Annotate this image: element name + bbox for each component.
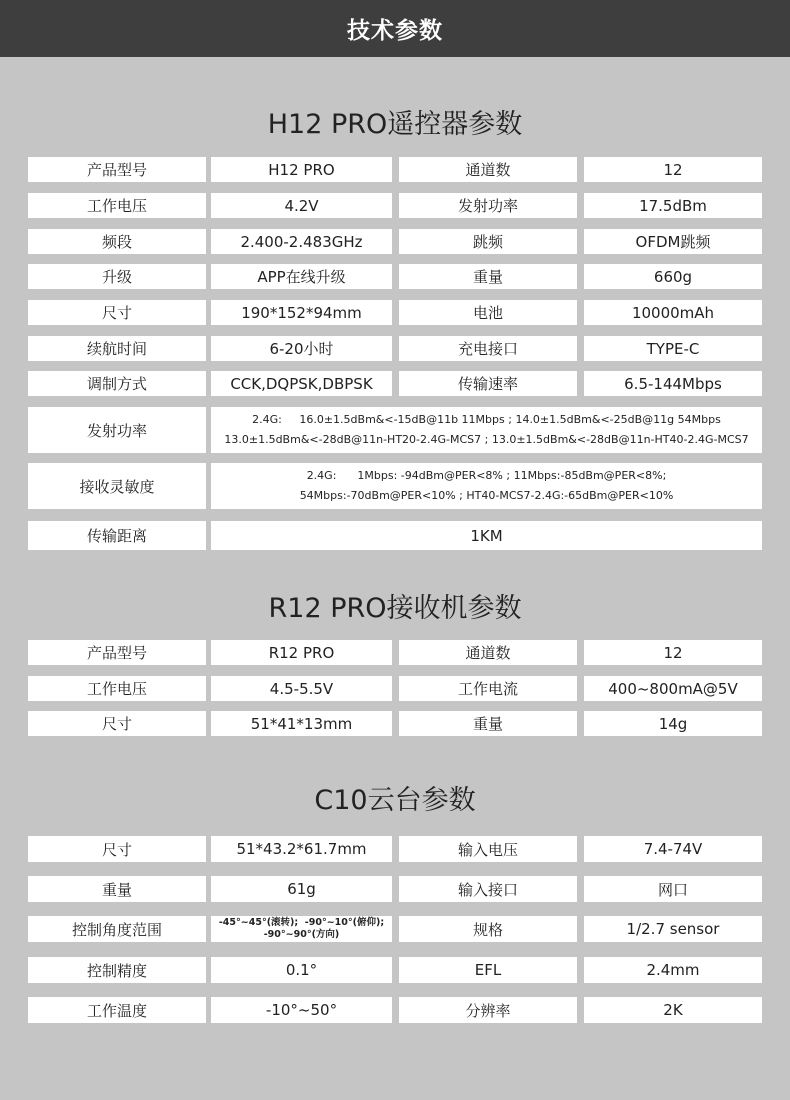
h12-value-data-rate: 6.5-144Mbps	[584, 371, 762, 396]
h12-value-modulation: CCK,DQPSK,DBPSK	[211, 371, 392, 396]
c10-value-size: 51*43.2*61.7mm	[211, 836, 392, 862]
c10-section-title: C10云台参数	[314, 785, 476, 816]
r12-value-model: R12 PRO	[211, 640, 392, 665]
h12-value-rx-sensitivity	[211, 463, 762, 509]
c10-value-angle-range	[211, 916, 392, 942]
h12-label-battery: 电池	[399, 300, 577, 325]
r12-value-weight: 14g	[584, 711, 762, 736]
r12-section-title: R12 PRO接收机参数	[268, 593, 522, 624]
h12-value-battery: 10000mAh	[584, 300, 762, 325]
h12-value-hopping: OFDM跳频	[584, 229, 762, 254]
h12-value-charging-port: TYPE-C	[584, 336, 762, 361]
angle-range-line-1: -45°~45°(滚转); -90°~10°(俯仰);	[218, 917, 385, 928]
h12-value-endurance: 6-20小时	[211, 336, 392, 361]
h12-value-weight: 660g	[584, 264, 762, 289]
h12-label-model: 产品型号	[28, 157, 206, 182]
h12-value-tx-power-detail	[211, 407, 762, 453]
h12-label-charging-port: 充电接口	[399, 336, 577, 361]
h12-label-channels: 通道数	[399, 157, 577, 182]
r12-value-size: 51*41*13mm	[211, 711, 392, 736]
h12-label-voltage: 工作电压	[28, 193, 206, 218]
r12-value-current: 400~800mA@5V	[584, 676, 762, 701]
c10-label-size: 尺寸	[28, 836, 206, 862]
h12-label-modulation: 调制方式	[28, 371, 206, 396]
h12-label-size: 尺寸	[28, 300, 206, 325]
r12-value-voltage: 4.5-5.5V	[211, 676, 392, 701]
r12-label-size: 尺寸	[28, 711, 206, 736]
r12-label-weight: 重量	[399, 711, 577, 736]
h12-value-model: H12 PRO	[211, 157, 392, 182]
c10-label-input-voltage: 输入电压	[399, 836, 577, 862]
c10-value-input-port: 网口	[584, 876, 762, 902]
c10-value-temperature: -10°~50°	[211, 997, 392, 1023]
r12-value-channels: 12	[584, 640, 762, 665]
c10-label-resolution: 分辨率	[399, 997, 577, 1023]
c10-label-precision: 控制精度	[28, 957, 206, 983]
h12-value-channels: 12	[584, 157, 762, 182]
h12-label-upgrade: 升级	[28, 264, 206, 289]
c10-value-spec: 1/2.7 sensor	[584, 916, 762, 942]
h12-value-band: 2.400-2.483GHz	[211, 229, 392, 254]
h12-value-range: 1KM	[211, 521, 762, 550]
h12-value-upgrade: APP在线升级	[211, 264, 392, 289]
c10-label-angle-range: 控制角度范围	[28, 916, 206, 942]
r12-label-channels: 通道数	[399, 640, 577, 665]
c10-label-efl: EFL	[399, 957, 577, 983]
tx-power-line-1: 2.4G: 16.0±1.5dBm&<-15dB@11b 11Mbps ; 14.0±1.5dBm&<-25dB@11g 54Mbps	[252, 413, 721, 426]
c10-label-weight: 重量	[28, 876, 206, 902]
h12-label-data-rate: 传输速率	[399, 371, 577, 396]
h12-label-tx-power: 发射功率	[399, 193, 577, 218]
c10-label-input-port: 输入接口	[399, 876, 577, 902]
c10-value-input-voltage: 7.4-74V	[584, 836, 762, 862]
h12-value-size: 190*152*94mm	[211, 300, 392, 325]
c10-value-resolution: 2K	[584, 997, 762, 1023]
h12-label-rx-sensitivity: 接收灵敏度	[28, 463, 206, 509]
h12-label-endurance: 续航时间	[28, 336, 206, 361]
r12-label-model: 产品型号	[28, 640, 206, 665]
angle-range-line-2: -90°~90°(方向)	[263, 929, 340, 940]
h12-label-band: 频段	[28, 229, 206, 254]
c10-label-temperature: 工作温度	[28, 997, 206, 1023]
rx-sensitivity-line-2: 54Mbps:-70dBm@PER<10% ; HT40-MCS7-2.4G:-65dBm@PER<10%	[299, 489, 674, 502]
h12-section-title: H12 PRO遥控器参数	[267, 109, 523, 140]
c10-value-efl: 2.4mm	[584, 957, 762, 983]
h12-label-tx-power-detail: 发射功率	[28, 407, 206, 453]
c10-value-precision: 0.1°	[211, 957, 392, 983]
header-title: 技术参数	[347, 18, 443, 44]
h12-label-range: 传输距离	[28, 521, 206, 550]
header-banner	[0, 0, 790, 57]
h12-value-tx-power: 17.5dBm	[584, 193, 762, 218]
rx-sensitivity-line-1: 2.4G: 1Mbps: -94dBm@PER<8% ; 11Mbps:-85dBm@PER<8%;	[306, 469, 667, 482]
r12-label-voltage: 工作电压	[28, 676, 206, 701]
tx-power-line-2: 13.0±1.5dBm&<-28dB@11n-HT20-2.4G-MCS7 ; 13.0±1.5dBm&<-28dB@11n-HT40-2.4G-MCS7	[224, 433, 749, 446]
r12-label-current: 工作电流	[399, 676, 577, 701]
c10-label-spec: 规格	[399, 916, 577, 942]
h12-label-weight: 重量	[399, 264, 577, 289]
h12-value-voltage: 4.2V	[211, 193, 392, 218]
h12-label-hopping: 跳频	[399, 229, 577, 254]
c10-value-weight: 61g	[211, 876, 392, 902]
